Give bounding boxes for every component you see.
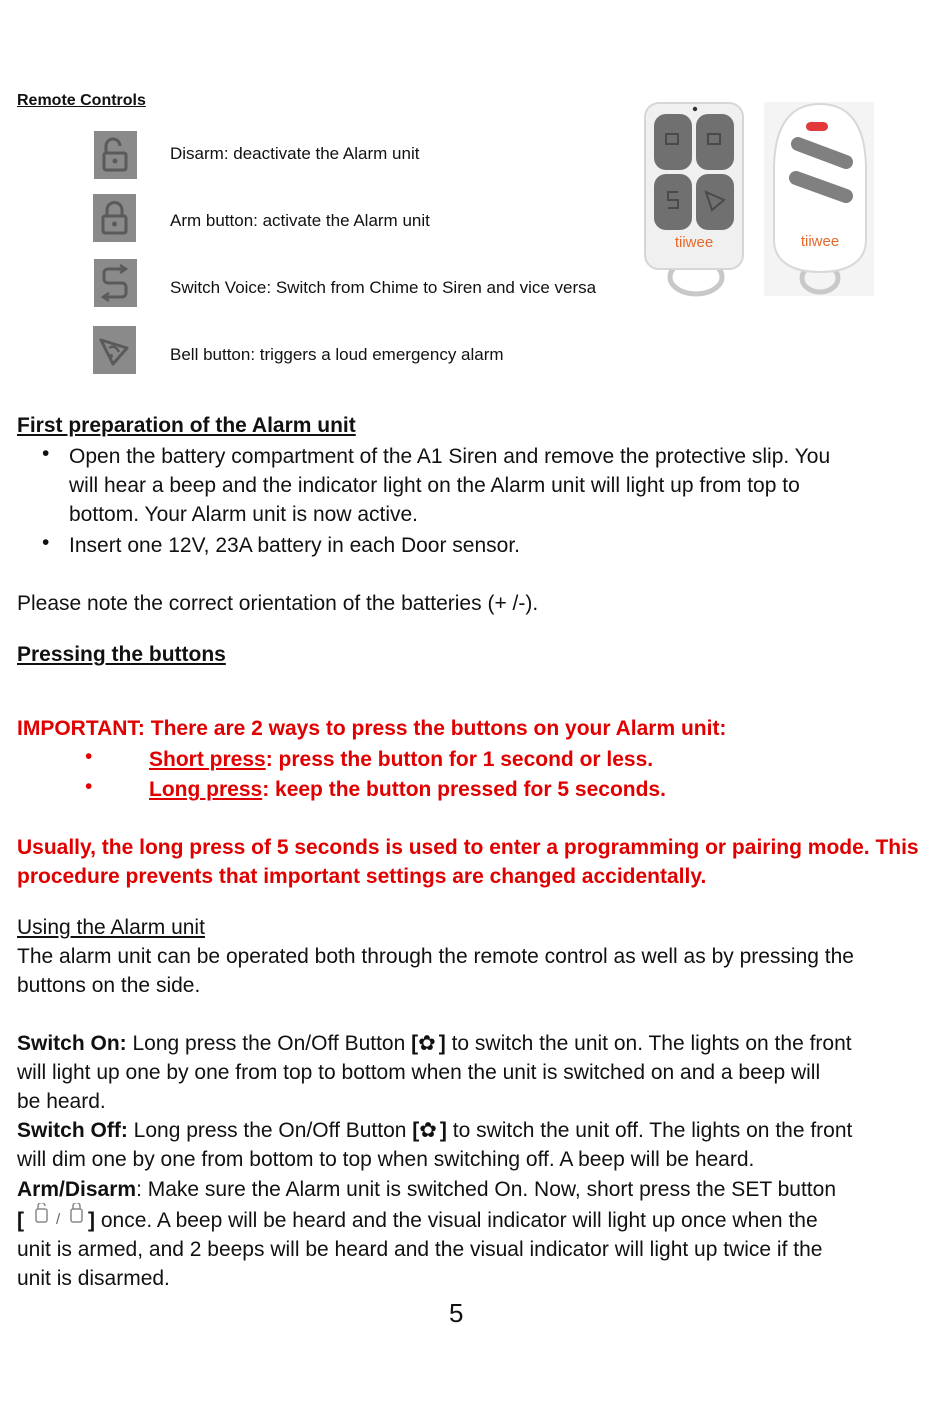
long-press-line [149, 775, 666, 804]
brand-logo-front: tiiwee [674, 234, 714, 251]
page-number: 5 [449, 1298, 464, 1328]
bracket-close: ] [439, 1119, 447, 1142]
using-title: Using the Alarm unit [17, 916, 205, 939]
arm-label: Arm/Disarm [17, 1178, 137, 1201]
remote-item-switch-voice: Switch Voice: Switch from Chime to Siren and vice versa [170, 278, 597, 297]
bracket-close: ] [88, 1209, 95, 1232]
remote-controls-title: Remote Controls [17, 92, 146, 109]
battery-note: Please note the correct orientation of the batteries (+ /-). [17, 592, 539, 615]
usually-line-1: Usually, the long press of 5 seconds is used to enter a programming or pairing mode. This [17, 836, 919, 859]
using-intro [17, 942, 854, 1000]
switch-on-line-3: be heard. [17, 1090, 106, 1113]
usually-line-2: procedure prevents that important settings are changed accidentally. [17, 865, 707, 888]
prep-bullet-2: Insert one 12V, 23A battery in each Door sensor. [69, 534, 521, 557]
usually-paragraph [17, 833, 919, 891]
slash: / [56, 1211, 61, 1229]
switch-on-line-1 [17, 1029, 852, 1058]
switch-off-text-a: Long press the On/Off Button [127, 1119, 413, 1142]
bracket-open: [ [17, 1209, 24, 1232]
remote-item-arm: Arm button: activate the Alarm unit [170, 211, 430, 230]
prep-bullet-1-line-2: will hear a beep and the indicator light on the Alarm unit will light up from top to [69, 474, 800, 497]
lock-icon [93, 194, 136, 242]
bell-icon [93, 326, 136, 374]
set-button-icons [24, 1211, 88, 1231]
long-press-desc: : keep the button pressed for 5 seconds. [262, 778, 666, 801]
gear-icon: ✿ [418, 1032, 436, 1055]
switch-off-line-1 [17, 1116, 852, 1145]
using-intro-line-1: The alarm unit can be operated both through the remote control as well as by pressing the [17, 945, 854, 968]
bracket-open: [ [411, 1032, 419, 1055]
short-press-term: Short press [149, 748, 266, 771]
arm-line-2 [17, 1206, 818, 1235]
switch-off-line-2: will dim one by one from bottom to top when switching off. A beep will be heard. [17, 1148, 755, 1171]
prep-bullet-1-line-3: bottom. Your Alarm unit is now active. [69, 503, 419, 526]
arm-line-4: unit is disarmed. [17, 1267, 170, 1290]
switch-on-text-b: to switch the unit on. The lights on the front [445, 1032, 852, 1055]
arm-text-b: once. A beep will be heard and the visual indicator will light up once when the [95, 1209, 818, 1232]
bracket-close: ] [438, 1032, 446, 1055]
switch-on-label: Switch On: [17, 1032, 127, 1055]
pressing-title: Pressing the buttons [17, 643, 226, 666]
remote-item-bell: Bell button: triggers a loud emergency alarm [170, 345, 504, 364]
gear-icon: ✿ [419, 1119, 437, 1142]
switch-on-line-2: will light up one by one from top to bottom when the unit is switched on and a beep will [17, 1061, 821, 1084]
long-press-term: Long press [149, 778, 263, 801]
prep-bullet-1-line-1: Open the battery compartment of the A1 Siren and remove the protective slip. You [69, 445, 831, 468]
prep-bullet-1 [69, 442, 830, 529]
switch-off-text-b: to switch the unit off. The lights on the front [446, 1119, 853, 1142]
brand-logo-slim: tiiwee [800, 233, 840, 250]
bullet-dot: • [85, 745, 93, 768]
using-intro-line-2: buttons on the side. [17, 974, 201, 997]
short-press-line [149, 745, 653, 774]
remote-fob-slim-image [762, 100, 876, 298]
unlock-icon [94, 131, 137, 179]
switch-off-label: Switch Off: [17, 1119, 128, 1142]
bullet-dot: • [85, 775, 93, 798]
bullet-dot: • [42, 531, 50, 554]
switch-voice-icon [94, 259, 137, 307]
switch-on-text-a: Long press the On/Off Button [126, 1032, 412, 1055]
arm-text-a: : Make sure the Alarm unit is switched On. Now, short press the SET button [136, 1178, 836, 1201]
remote-item-disarm: Disarm: deactivate the Alarm unit [170, 144, 420, 163]
short-press-desc: : press the button for 1 second or less. [265, 748, 654, 771]
bracket-open: [ [412, 1119, 420, 1142]
arm-line-3: unit is armed, and 2 beeps will be heard and the visual indicator will light up twice if the [17, 1238, 823, 1261]
first-preparation-title: First preparation of the Alarm unit [17, 414, 356, 437]
arm-line-1 [17, 1175, 836, 1204]
important-note: IMPORTANT: There are 2 ways to press the buttons on your Alarm unit: [17, 717, 727, 740]
remote-fob-front-image [640, 100, 752, 298]
bullet-dot: • [42, 442, 50, 465]
